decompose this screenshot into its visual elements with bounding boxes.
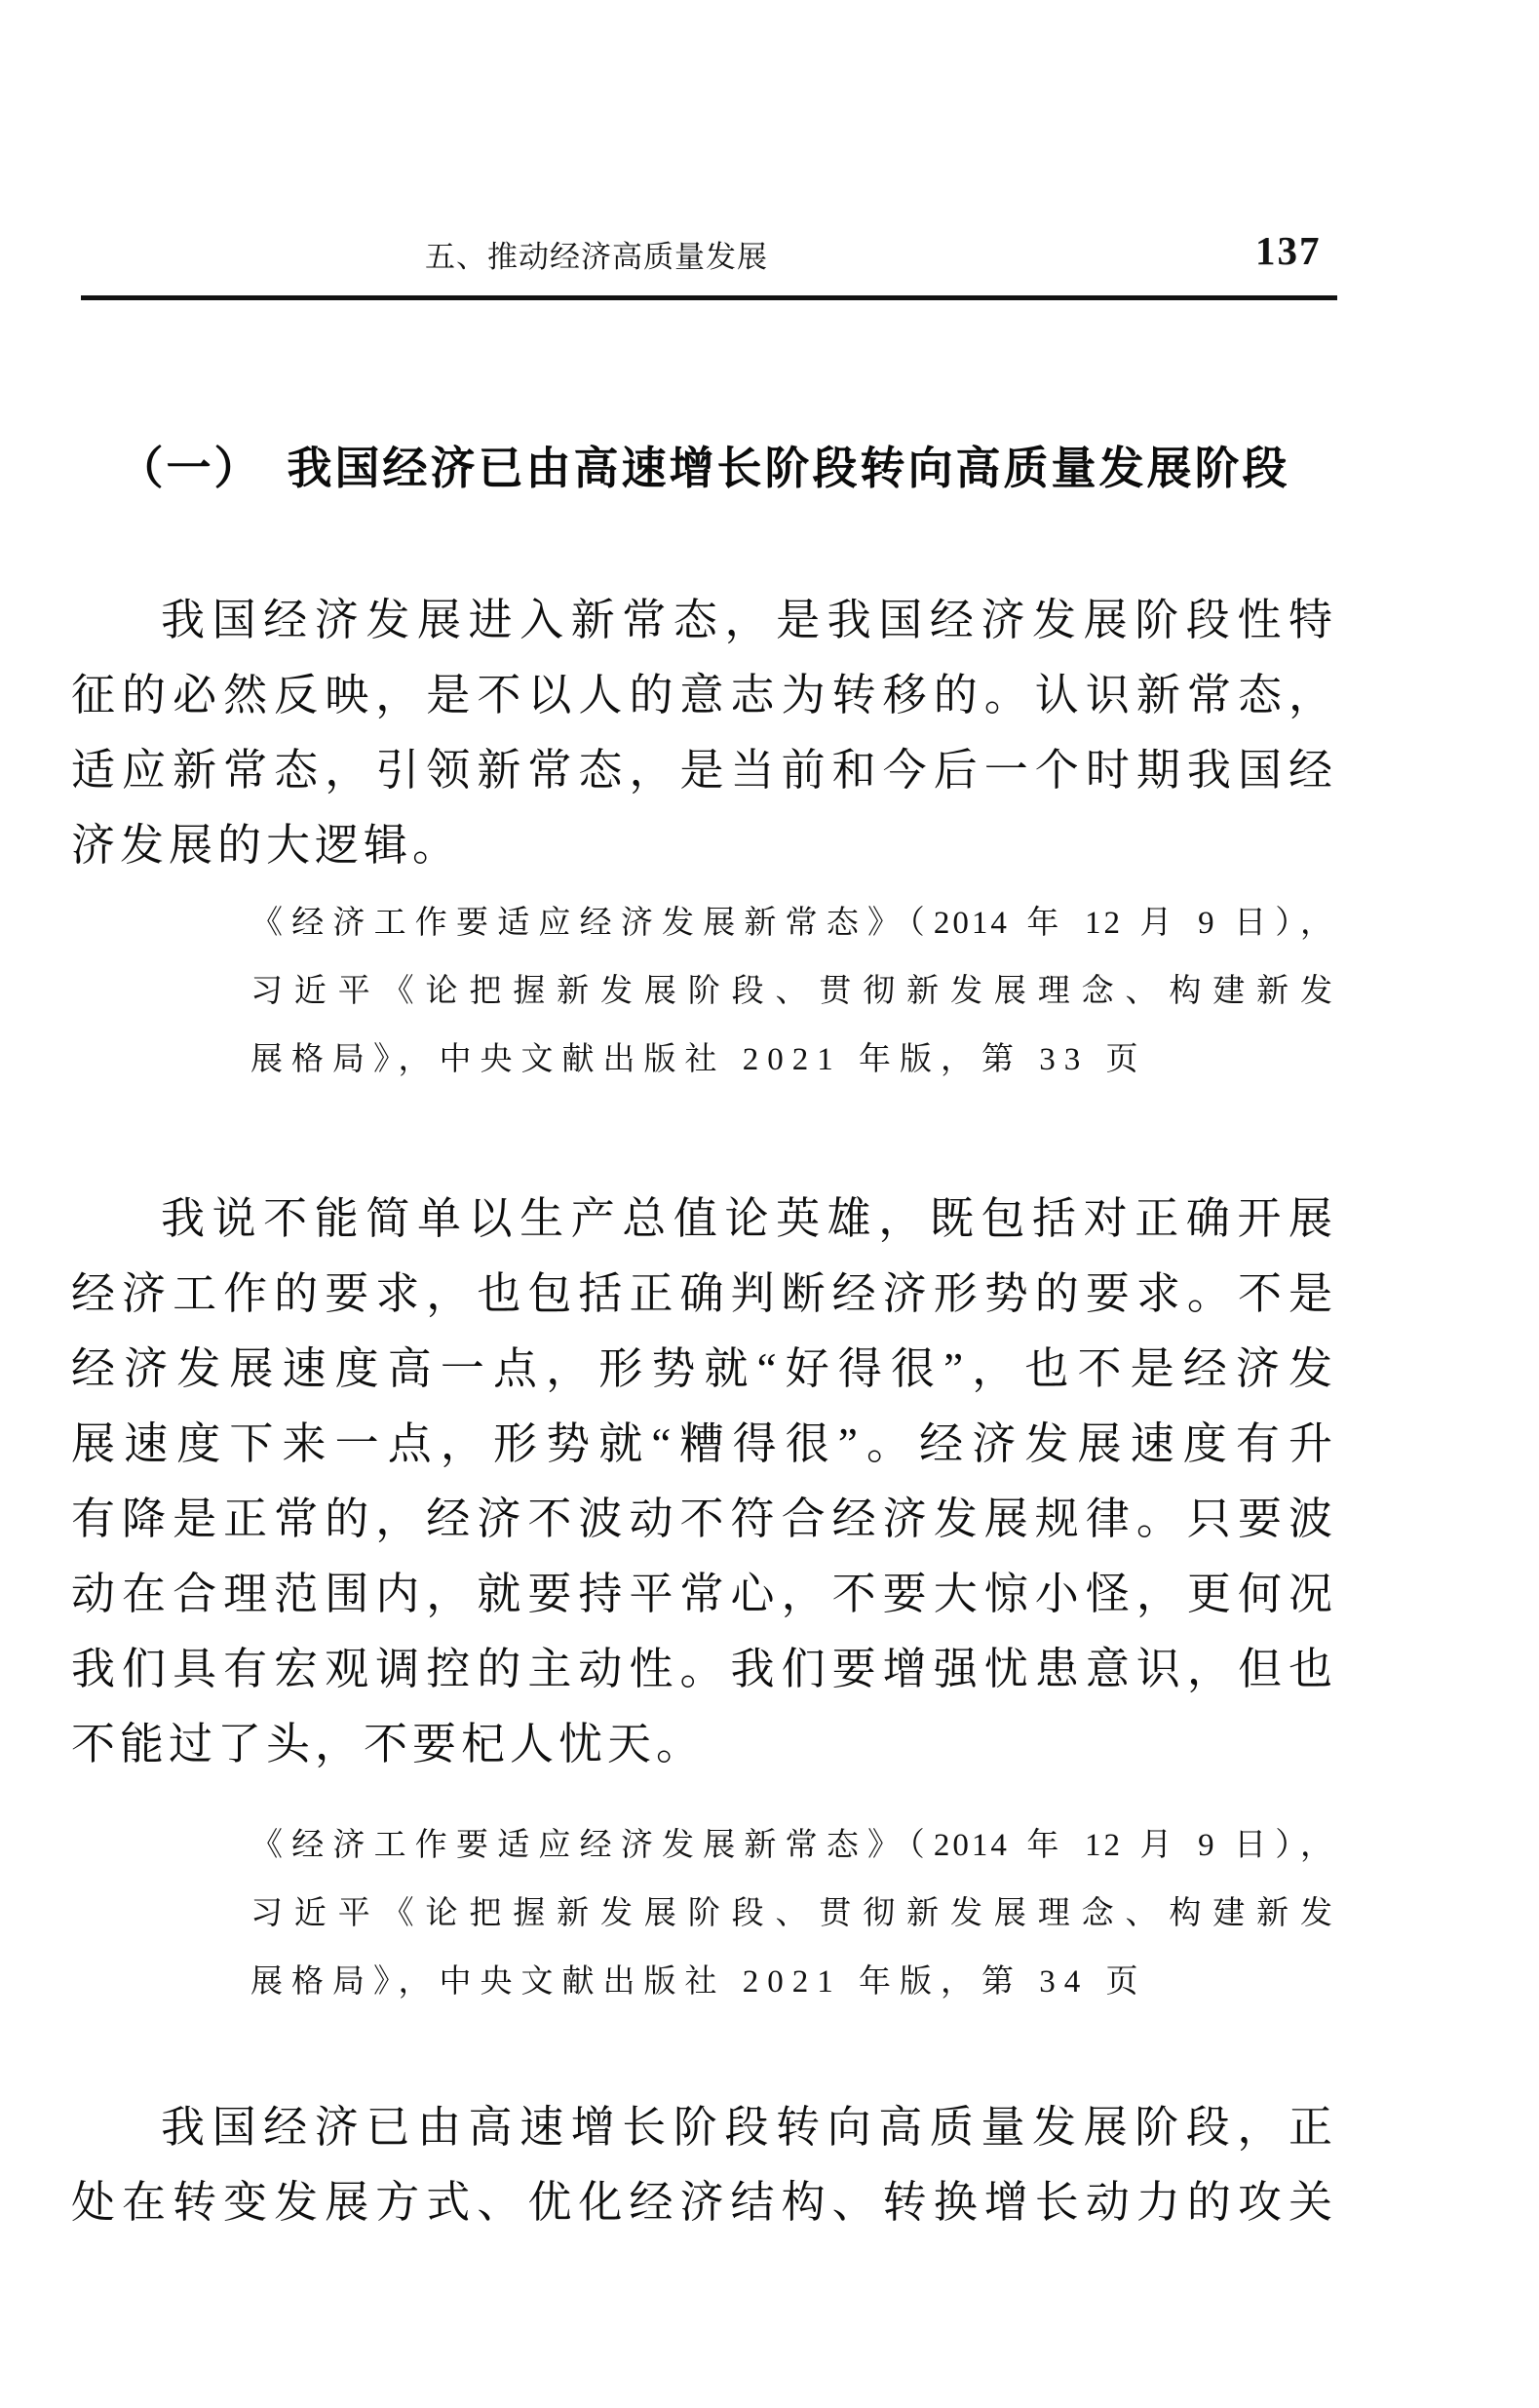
citation-2 — [250, 1811, 1335, 2016]
paragraph-3 — [71, 2090, 1337, 2240]
text-line: 不能过了头，不要杞人忧天。 — [71, 1720, 706, 1768]
text-line: 我国经济已由高速增长阶段转向高质量发展阶段，正 — [161, 2103, 1337, 2152]
text-line: 适应新常态，引领新常态，是当前和今后一个时期我国经 — [71, 746, 1337, 795]
text-line: 我国经济发展进入新常态，是我国经济发展阶段性特 — [161, 596, 1337, 644]
section-heading: （一） 我国经济已由高速增长阶段转向高质量发展阶段 — [118, 443, 1290, 493]
header-rule-divider — [81, 295, 1337, 300]
text-line: 习近平《论把握新发展阶段、贯彻新发展理念、构建新发 — [250, 1896, 1335, 1931]
text-line: 《经济工作要适应经济发展新常态》（2014 年 12 月 9 日）， — [250, 1828, 1335, 1863]
text-line: 《经济工作要适应经济发展新常态》（2014 年 12 月 9 日）， — [250, 906, 1335, 941]
text-line: 经济工作的要求，也包括正确判断经济形势的要求。不是 — [71, 1269, 1337, 1318]
paragraph-2 — [71, 1182, 1337, 1782]
running-head: 五、推动经济高质量发展 — [425, 240, 768, 274]
text-line: 经济发展速度高一点，形势就“好得很”，也不是经济发 — [71, 1344, 1337, 1393]
paragraph-1 — [71, 583, 1337, 883]
text-line: 动在合理范围内，就要持平常心，不要大惊小怪，更何况 — [71, 1570, 1337, 1618]
text-line: 展速度下来一点，形势就“糟得很”。经济发展速度有升 — [71, 1419, 1337, 1468]
text-line: 习近平《论把握新发展阶段、贯彻新发展理念、构建新发 — [250, 974, 1335, 1009]
text-line: 征的必然反映，是不以人的意志为转移的。认识新常态， — [71, 671, 1337, 719]
text-line: 展格局》，中央文献出版社 2021 年版，第 33 页 — [250, 1042, 1147, 1077]
text-line: 有降是正常的，经济不波动不符合经济发展规律。只要波 — [71, 1495, 1337, 1543]
citation-1 — [250, 889, 1335, 1094]
page-number: 137 — [1255, 228, 1322, 273]
text-line: 我们具有宏观调控的主动性。我们要增强忧患意识，但也 — [71, 1645, 1337, 1693]
text-line: 处在转变发展方式、优化经济结构、转换增长动力的攻关 — [71, 2178, 1337, 2227]
text-line: 展格局》，中央文献出版社 2021 年版，第 34 页 — [250, 1964, 1147, 2000]
text-line: 济发展的大逻辑。 — [71, 821, 462, 870]
text-line: 我说不能简单以生产总值论英雄，既包括对正确开展 — [161, 1194, 1337, 1243]
